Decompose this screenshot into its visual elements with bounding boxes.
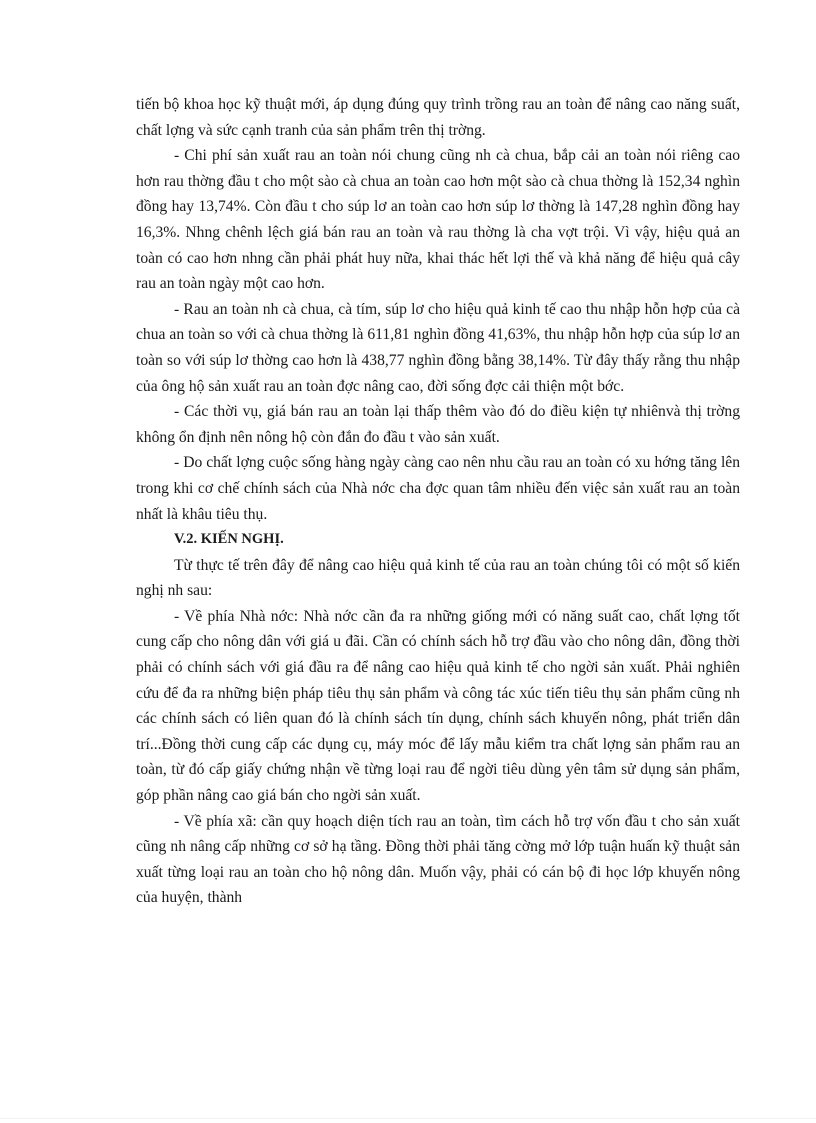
paragraph-production-cost: - Chi phí sản xuất rau an toàn nói chung cũng nh cà chua, bắp cải an toàn nói riêng cao hơn rau thờng đầu t cho một sào cà chua an toàn cao hơn một sào cà chua thờng là 152,34 nghìn đồng hay 13,74%. Còn đầu t cho súp lơ an toàn cao hơn súp lơ thờng là 147,28 nghìn đồng hay 16,3%. Nhng chênh lệch giá bán rau an toàn và rau thờng là cha vợt trội. Vì vậy, hiệu quả an toàn có cao hơn nhng cần phải phát huy nữa, khai thác hết lợi thế và khả năng để hiệu quả cây rau an toàn ngày một cao hơn. (136, 147, 740, 293)
paragraph-quality-demand: - Do chất lợng cuộc sống hàng ngày càng cao nên nhu cầu rau an toàn có xu hớng tăng lên trong khi cơ chế chính sách của Nhà nớc cha đợc quan tâm nhiều đến việc sản xuất rau an toàn nhất là khâu tiêu thụ. (136, 454, 740, 523)
paragraph-economic-efficiency: - Rau an toàn nh cà chua, cà tím, súp lơ cho hiệu quả kinh tế cao thu nhập hỗn hợp của cà chua an toàn so với cà chua thờng là 611,81 nghìn đồng 41,63%, thu nhập hỗn hợp của súp lơ an toàn so với súp lơ thờng cao hơn là 438,77 nghìn đồng bằng 38,14%. Từ đây thấy rằng thu nhập của ông hộ sản xuất rau an toàn đợc nâng cao, đời sống đợc cải thiện một bớc. (136, 300, 740, 395)
paragraph-commune-recommendation: - Về phía xã: cần quy hoạch diện tích rau an toàn, tìm cách hỗ trợ vốn đầu t cho sản xuất cũng nh nâng cấp những cơ sở hạ tầng. Đồng thời phải tăng cờng mở lớp tuận huấn kỹ thuật sản xuất từng loại rau an toàn cho hộ nông dân. Muốn vậy, phải có cán bộ đi học lớp khuyến nông của huyện, thành (136, 812, 740, 907)
paragraph-continuation: tiến bộ khoa học kỹ thuật mới, áp dụng đúng quy trình trồng rau an toàn để nâng cao năng suất, chất lợng và sức cạnh tranh của sản phẩm trên thị trờng. (136, 96, 740, 139)
paragraph-state-recommendation: - Về phía Nhà nớc: Nhà nớc cần đa ra những giống mới có năng suất cao, chất lợng tốt cung cấp cho nông dân với giá u đãi. Cần có chính sách hỗ trợ đầu vào cho nông dân, đồng thời phải có chính sách với giá đầu ra để nâng cao hiệu quả kinh tế cho ngời sản xuất. Phải nghiên cứu để đa ra những biện pháp tiêu thụ sản phẩm và công tác xúc tiến tiêu thụ sản phẩm cũng nh các chính sách có liên quan đó là chính sách tín dụng, chính sách khuyến nông, phát triển dân trí...Đồng thời cung cấp các dụng cụ, máy móc để lấy mẫu kiểm tra chất lợng sản phẩm rau an toàn, từ đó cấp giấy chứng nhận về từng loại rau để ngời tiêu dùng yên tâm sử dụng sản phẩm, góp phần nâng cao giá bán cho ngời sản xuất. (136, 607, 740, 805)
document-page (136, 92, 740, 911)
page-bottom-edge (0, 1118, 816, 1119)
paragraph-recommendations-intro: Từ thực tế trên đây để nâng cao hiệu quả kinh tế của rau an toàn chúng tôi có một số kiến nghị nh sau: (136, 556, 740, 600)
section-heading: V.2. KIẾN NGHỊ. (174, 531, 284, 548)
paragraph-seasons: - Các thời vụ, giá bán rau an toàn lại thấp thêm vào đó do điều kiện tự nhiênvà thị trờng không ổn định nên nông hộ còn đắn đo đầu t vào sản xuất. (136, 403, 740, 446)
